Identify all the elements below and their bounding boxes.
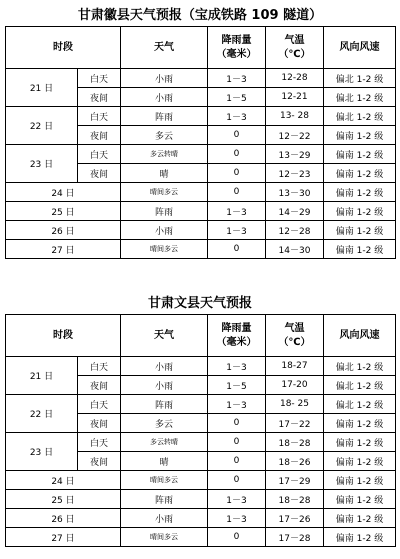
weather-cell: 晴 bbox=[121, 452, 208, 471]
weather-cell: 小雨 bbox=[121, 88, 208, 107]
table-title: 甘肃徽县天气预报（宝成铁路 109 隧道） bbox=[77, 8, 323, 23]
weather-cell: 小雨 bbox=[121, 69, 208, 88]
day-label: 27 日 bbox=[6, 240, 121, 259]
temp-cell: 17-20 bbox=[266, 376, 324, 395]
weather-cell: 小雨 bbox=[121, 357, 208, 376]
rain-cell: 1－3 bbox=[208, 221, 266, 240]
table-row bbox=[6, 183, 396, 202]
weather-cell: 晴间多云 bbox=[121, 528, 208, 547]
table-row bbox=[6, 357, 396, 376]
day-label: 21 日 bbox=[6, 69, 78, 107]
header-temp-line1: 气温 bbox=[284, 34, 305, 46]
part-cell: 白天 bbox=[78, 357, 121, 376]
temp-cell: 12-21 bbox=[266, 88, 324, 107]
header-temp bbox=[266, 27, 324, 69]
temp-cell: 14－30 bbox=[266, 240, 324, 259]
wind-cell: 偏北 1-2 级 bbox=[324, 376, 396, 395]
part-cell: 白天 bbox=[78, 107, 121, 126]
temp-cell: 17－22 bbox=[266, 414, 324, 433]
header-temp-line2: （℃） bbox=[278, 336, 311, 348]
temp-cell: 17－28 bbox=[266, 528, 324, 547]
wind-cell: 偏北 1-2 级 bbox=[324, 69, 396, 88]
rain-cell: 1－3 bbox=[208, 107, 266, 126]
day-label: 24 日 bbox=[6, 471, 121, 490]
forecast-huixian bbox=[5, 6, 395, 259]
table-row bbox=[6, 221, 396, 240]
header-period: 时段 bbox=[6, 315, 121, 357]
day-label: 26 日 bbox=[6, 509, 121, 528]
wind-cell: 偏北 1-2 级 bbox=[324, 357, 396, 376]
part-cell: 夜间 bbox=[78, 164, 121, 183]
day-label: 24 日 bbox=[6, 183, 121, 202]
day-label: 25 日 bbox=[6, 202, 121, 221]
header-weather: 天气 bbox=[121, 315, 208, 357]
forecast-table bbox=[5, 26, 396, 259]
rain-cell: 1－3 bbox=[208, 490, 266, 509]
forecast-wenxian bbox=[5, 294, 395, 547]
part-cell: 夜间 bbox=[78, 376, 121, 395]
wind-cell: 偏北 1-2 级 bbox=[324, 107, 396, 126]
header-rain-line1: 降雨量 bbox=[221, 34, 252, 46]
table-title: 甘肃文县天气预报 bbox=[147, 296, 252, 311]
rain-cell: 1－3 bbox=[208, 357, 266, 376]
weather-cell: 晴间多云 bbox=[121, 471, 208, 490]
wind-cell: 偏北 1-2 级 bbox=[324, 395, 396, 414]
weather-cell: 小雨 bbox=[121, 376, 208, 395]
day-label: 21 日 bbox=[6, 357, 78, 395]
day-label: 22 日 bbox=[6, 107, 78, 145]
temp-cell: 13－30 bbox=[266, 183, 324, 202]
table-row bbox=[6, 395, 396, 414]
temp-cell: 17－26 bbox=[266, 509, 324, 528]
weather-cell: 多云转晴 bbox=[121, 433, 208, 452]
temp-cell: 12－28 bbox=[266, 221, 324, 240]
rain-cell: 0 bbox=[208, 164, 266, 183]
header-rain-line2: （毫米） bbox=[216, 336, 257, 348]
table-row bbox=[6, 240, 396, 259]
part-cell: 白天 bbox=[78, 433, 121, 452]
wind-cell: 偏南 1-2 级 bbox=[324, 202, 396, 221]
rain-cell: 0 bbox=[208, 471, 266, 490]
temp-cell: 18－28 bbox=[266, 490, 324, 509]
weather-cell: 阵雨 bbox=[121, 490, 208, 509]
part-cell: 白天 bbox=[78, 145, 121, 164]
day-label: 25 日 bbox=[6, 490, 121, 509]
wind-cell: 偏南 1-2 级 bbox=[324, 240, 396, 259]
day-label: 26 日 bbox=[6, 221, 121, 240]
rain-cell: 0 bbox=[208, 414, 266, 433]
temp-cell: 17－29 bbox=[266, 471, 324, 490]
temp-cell: 12-28 bbox=[266, 69, 324, 88]
table-row bbox=[6, 471, 396, 490]
rain-cell: 1－3 bbox=[208, 509, 266, 528]
weather-cell: 晴间多云 bbox=[121, 240, 208, 259]
day-label: 27 日 bbox=[6, 528, 121, 547]
rain-cell: 0 bbox=[208, 126, 266, 145]
weather-cell: 小雨 bbox=[121, 221, 208, 240]
table-row bbox=[6, 69, 396, 88]
wind-cell: 偏南 1-2 级 bbox=[324, 471, 396, 490]
forecast-table-body bbox=[6, 315, 396, 547]
rain-cell: 0 bbox=[208, 240, 266, 259]
rain-cell: 0 bbox=[208, 183, 266, 202]
weather-cell: 阵雨 bbox=[121, 202, 208, 221]
wind-cell: 偏南 1-2 级 bbox=[324, 528, 396, 547]
part-cell: 夜间 bbox=[78, 452, 121, 471]
header-rain bbox=[208, 27, 266, 69]
weather-cell: 多云 bbox=[121, 126, 208, 145]
weather-cell: 晴 bbox=[121, 164, 208, 183]
day-label: 22 日 bbox=[6, 395, 78, 433]
rain-cell: 0 bbox=[208, 528, 266, 547]
rain-cell: 1－5 bbox=[208, 376, 266, 395]
header-temp-line1: 气温 bbox=[284, 322, 305, 334]
wind-cell: 偏北 1-2 级 bbox=[324, 88, 396, 107]
weather-cell: 阵雨 bbox=[121, 107, 208, 126]
header-temp-line2: （℃） bbox=[278, 48, 311, 60]
wind-cell: 偏南 1-2 级 bbox=[324, 183, 396, 202]
weather-cell: 阵雨 bbox=[121, 395, 208, 414]
table-row bbox=[6, 490, 396, 509]
table-row bbox=[6, 433, 396, 452]
header-rain-line1: 降雨量 bbox=[221, 322, 252, 334]
part-cell: 夜间 bbox=[78, 88, 121, 107]
table-row bbox=[6, 509, 396, 528]
table-row bbox=[6, 202, 396, 221]
temp-cell: 13- 28 bbox=[266, 107, 324, 126]
weather-cell: 多云转晴 bbox=[121, 145, 208, 164]
header-row bbox=[6, 315, 396, 357]
rain-cell: 1－3 bbox=[208, 202, 266, 221]
wind-cell: 偏南 1-2 级 bbox=[324, 126, 396, 145]
table-row bbox=[6, 145, 396, 164]
header-row bbox=[6, 27, 396, 69]
temp-cell: 12－22 bbox=[266, 126, 324, 145]
wind-cell: 偏南 1-2 级 bbox=[324, 433, 396, 452]
temp-cell: 13－29 bbox=[266, 145, 324, 164]
part-cell: 夜间 bbox=[78, 126, 121, 145]
weather-cell: 小雨 bbox=[121, 509, 208, 528]
header-weather: 天气 bbox=[121, 27, 208, 69]
temp-cell: 18-27 bbox=[266, 357, 324, 376]
part-cell: 白天 bbox=[78, 69, 121, 88]
rain-cell: 1－3 bbox=[208, 395, 266, 414]
rain-cell: 0 bbox=[208, 145, 266, 164]
header-temp bbox=[266, 315, 324, 357]
temp-cell: 18－28 bbox=[266, 433, 324, 452]
part-cell: 白天 bbox=[78, 395, 121, 414]
rain-cell: 1－5 bbox=[208, 88, 266, 107]
header-rain-line2: （毫米） bbox=[216, 48, 257, 60]
wind-cell: 偏南 1-2 级 bbox=[324, 221, 396, 240]
part-cell: 夜间 bbox=[78, 414, 121, 433]
weather-cell: 晴间多云 bbox=[121, 183, 208, 202]
header-rain bbox=[208, 315, 266, 357]
forecast-table bbox=[5, 314, 396, 547]
day-label: 23 日 bbox=[6, 433, 78, 471]
wind-cell: 偏南 1-2 级 bbox=[324, 490, 396, 509]
wind-cell: 偏南 1-2 级 bbox=[324, 452, 396, 471]
temp-cell: 18－26 bbox=[266, 452, 324, 471]
wind-cell: 偏南 1-2 级 bbox=[324, 145, 396, 164]
rain-cell: 0 bbox=[208, 433, 266, 452]
wind-cell: 偏南 1-2 级 bbox=[324, 414, 396, 433]
day-label: 23 日 bbox=[6, 145, 78, 183]
header-wind: 风向风速 bbox=[324, 315, 396, 357]
table-row bbox=[6, 528, 396, 547]
wind-cell: 偏南 1-2 级 bbox=[324, 509, 396, 528]
forecast-table-body bbox=[6, 27, 396, 259]
header-wind: 风向风速 bbox=[324, 27, 396, 69]
wind-cell: 偏南 1-2 级 bbox=[324, 164, 396, 183]
table-row bbox=[6, 107, 396, 126]
weather-cell: 多云 bbox=[121, 414, 208, 433]
temp-cell: 18- 25 bbox=[266, 395, 324, 414]
temp-cell: 12－23 bbox=[266, 164, 324, 183]
header-period: 时段 bbox=[6, 27, 121, 69]
rain-cell: 0 bbox=[208, 452, 266, 471]
temp-cell: 14－29 bbox=[266, 202, 324, 221]
rain-cell: 1－3 bbox=[208, 69, 266, 88]
